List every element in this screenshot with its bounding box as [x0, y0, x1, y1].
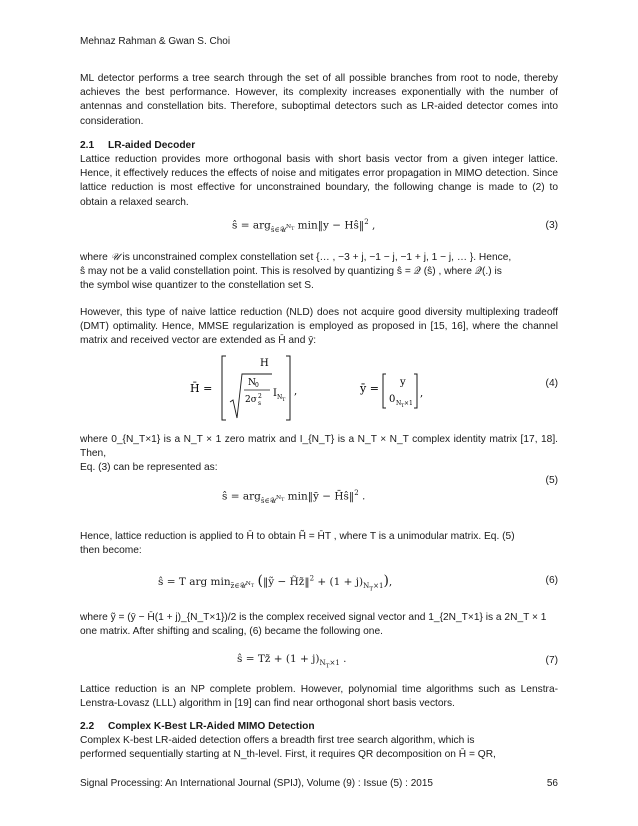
running-header: Mehnaz Rahman & Gwan S. Choi — [80, 36, 231, 47]
svg-text:N: N — [277, 394, 283, 401]
svg-text:0: 0 — [255, 382, 259, 389]
paragraph-nld: However, this type of naive lattice reduction (NLD) does not acquire good diversity multiplexing tradeoff (DMT) optimality. Hence, MMSE regularization is employed as proposed in [15, 16], where the channel matrix and received vector are extended as H̄ and ȳ: — [80, 307, 558, 347]
svg-text:N: N — [396, 400, 402, 407]
equation-5-number: (5) — [545, 475, 558, 486]
svg-text:2: 2 — [258, 393, 262, 400]
svg-text:y: y — [400, 377, 406, 388]
paragraph-lattice-reduction: Lattice reduction provides more orthogonal basis with short basis vector from a given integer lattice. Hence, it effectively reduces the effects of noise and mitigates error propagation in MIMO detection. Since lattice reduction is most effective for unconstrained boundary, the following change is made to (2) to obtain a relaxed search. — [80, 154, 558, 208]
section-title: LR-aided Decoder — [108, 140, 196, 151]
svg-text:s: s — [258, 400, 262, 407]
equation-5: ŝ = arg$_{ŝ\in 𝒰^{N_T}}$ min‖ȳ − H̄ŝ‖$^2$ . — [222, 489, 366, 505]
equation-4-number: (4) — [545, 378, 558, 389]
paragraph-k-best: Complex K-best LR-aided detection offers a breadth first tree search algorithm, which is performed sequentially starting at N_th-level. First, it requires QR decomposition on H̄ = QR, — [80, 735, 496, 761]
svg-text:2σ: 2σ — [245, 395, 257, 405]
svg-text:T: T — [401, 403, 405, 409]
equation-7-number: (7) — [545, 655, 558, 666]
running-footer — [80, 778, 558, 789]
section-title: Complex K-Best LR-Aided MIMO Detection — [108, 721, 315, 732]
section-number: 2.1 — [80, 140, 95, 151]
equation-3: ŝ = arg$_{ŝ\in 𝒰^{N_T}}$ min‖y − Hŝ‖$^2$ , — [232, 218, 376, 234]
section-heading-2-2 — [80, 721, 315, 732]
section-number: 2.2 — [80, 721, 95, 732]
journal-citation: Signal Processing: An International Journal (SPIJ), Volume (9) : Issue (5) : 2015 — [80, 778, 433, 789]
paragraph-ml-detector: ML detector performs a tree search through the set of all possible branches from root to node, thereby achieves the best performance. However, its complexity increases exponentially with the number of antennas and constellation bits. Therefore, suboptimal detectors such as LR-aided detector comes into consideration. — [80, 73, 558, 127]
paragraph-zero-matrix: where 0_{N_T×1} is a N_T × 1 zero matrix and I_{N_T} is a N_T × N_T complex identity matrix [17, 18]. Then, Eq. (3) can be represented as: — [80, 434, 558, 474]
equation-6-number: (6) — [545, 575, 558, 586]
page-number: 56 — [546, 778, 558, 789]
svg-text:ȳ =: ȳ = — [360, 382, 379, 395]
svg-text:H: H — [260, 358, 269, 369]
paragraph-received-signal: where ỹ = (ȳ − H̄(1 + j)_{N_T×1})/2 is the complex received signal vector and 1_{2N_T×1} is a 2N_T × 1 one matrix. After shifting and scaling, (6) became the following one. — [80, 612, 547, 638]
svg-text:,: , — [294, 386, 298, 397]
equation-6: ŝ = T arg $\min_{z̃\in 𝒰^{N_T}}$ (‖ỹ − H̃z̃‖$^2$ + $(1 + j)_{N_T\times 1}$), — [158, 573, 393, 593]
svg-text:I: I — [273, 388, 277, 399]
svg-text:N: N — [248, 378, 256, 388]
svg-text:,: , — [420, 388, 424, 399]
svg-text:0: 0 — [389, 394, 396, 405]
svg-text:T: T — [282, 397, 286, 403]
equation-4-matrices — [190, 352, 520, 424]
equation-3-number: (3) — [545, 220, 558, 231]
equation-4 — [190, 352, 520, 422]
paragraph-unconstrained-set: where 𝒰 is unconstrained complex constellation set {… , −3 + j, −1 − j, −1 + j, 1 − j, … }. Hence, ŝ may not be a valid constellation point. This is resolved by quantizing ŝ = 𝒬 (ŝ) , where 𝒬(.) is the symbol wise quantizer to the constellation set S. — [80, 252, 512, 292]
paragraph-np-complete: Lattice reduction is an NP complete problem. However, polynomial time algorithms such as Lenstra-Lenstra-Lovasz (LLL) algorithm in [19] can find near orthogonal short basis vectors. — [80, 684, 558, 710]
svg-text:×1: ×1 — [404, 400, 413, 407]
equation-7: ŝ = Tz̃ + $(1 + j)_{N_T\times 1}$ . — [237, 653, 347, 670]
paragraph-lattice-applied: Hence, lattice reduction is applied to H̄ to obtain H̃ = H̄T , where T is a unimodular matrix. Eq. (5) then become: — [80, 531, 515, 557]
section-heading-2-1 — [80, 140, 195, 151]
svg-text:H̄ =: H̄ = — [190, 382, 213, 395]
